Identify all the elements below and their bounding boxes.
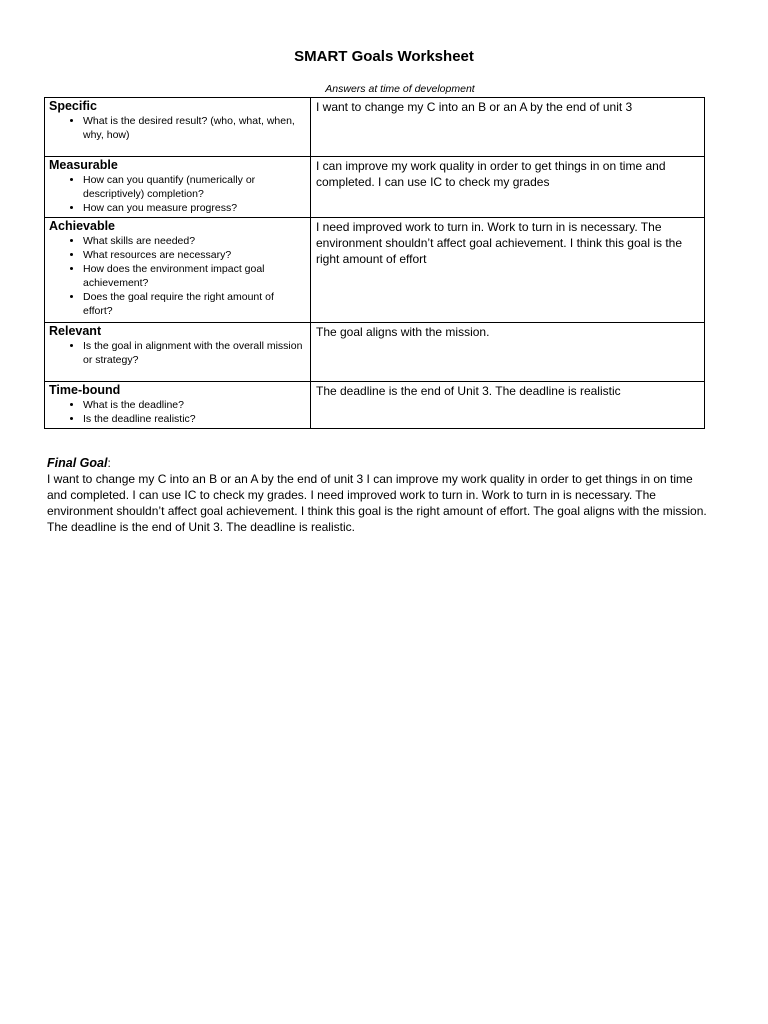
question-item: • What skills are needed?: [83, 234, 306, 248]
table-row-time-bound: [45, 382, 705, 429]
answer-cell: The goal aligns with the mission.: [311, 323, 705, 382]
question-item: • What resources are necessary?: [83, 248, 306, 262]
criterion-cell: [45, 323, 311, 382]
answer-cell: I want to change my C into an B or an A by the end of unit 3: [311, 98, 705, 157]
question-item: • How can you quantify (numerically or descriptively) completion?: [83, 173, 306, 201]
table-row-relevant: [45, 323, 705, 382]
smart-goals-table: [44, 97, 705, 429]
guiding-questions: [49, 114, 306, 142]
table-row-achievable: [45, 218, 705, 323]
criterion-heading: Specific: [49, 99, 97, 113]
question-item: • Does the goal require the right amount of effort?: [83, 290, 306, 318]
criterion-cell: [45, 98, 311, 157]
final-goal-heading: [47, 455, 707, 471]
criterion-heading: Time-bound: [49, 383, 121, 397]
question-item: • How can you measure progress?: [83, 201, 306, 215]
guiding-questions: [49, 398, 306, 426]
guiding-questions: [49, 339, 306, 367]
criterion-heading: Measurable: [49, 158, 118, 172]
question-item: • Is the deadline realistic?: [83, 412, 306, 426]
page-title: SMART Goals Worksheet: [294, 48, 474, 65]
criterion-cell: [45, 218, 311, 323]
guiding-questions: [49, 173, 306, 215]
criterion-heading: Achievable: [49, 219, 116, 233]
question-item: • How does the environment impact goal achievement?: [83, 262, 306, 290]
question-item: • What is the desired result? (who, what, when, why, how): [83, 114, 306, 142]
question-item: • Is the goal in alignment with the overall mission or strategy?: [83, 339, 306, 367]
answers-caption: Answers at time of development: [325, 83, 475, 95]
table-row-specific: [45, 98, 705, 157]
final-goal-colon: :: [107, 456, 111, 470]
final-goal-text: I want to change my C into an B or an A by the end of unit 3 I can improve my work quality in order to get things in on time and completed. I can use IC to check my grades. I need improved work to turn in. Work to turn in is necessary. The environment shouldn’t affect goal achievement. I think this goal is the right amount of effort. The goal aligns with the mission. The deadline is the end of Unit 3. The deadline is realistic.: [47, 472, 707, 534]
final-goal-label: Final Goal: [47, 456, 108, 470]
table-row-measurable: [45, 157, 705, 218]
criterion-cell: [45, 157, 311, 218]
answer-cell: I need improved work to turn in. Work to turn in is necessary. The environment shouldn’t affect goal achievement. I think this goal is the right amount of effort: [311, 218, 705, 323]
criterion-cell: [45, 382, 311, 429]
answer-cell: I can improve my work quality in order to get things in on time and completed. I can use IC to check my grades: [311, 157, 705, 218]
final-goal-section: [47, 455, 707, 535]
question-item: • What is the deadline?: [83, 398, 306, 412]
guiding-questions: [49, 234, 306, 318]
criterion-heading: Relevant: [49, 324, 102, 338]
answer-cell: The deadline is the end of Unit 3. The deadline is realistic: [311, 382, 705, 429]
